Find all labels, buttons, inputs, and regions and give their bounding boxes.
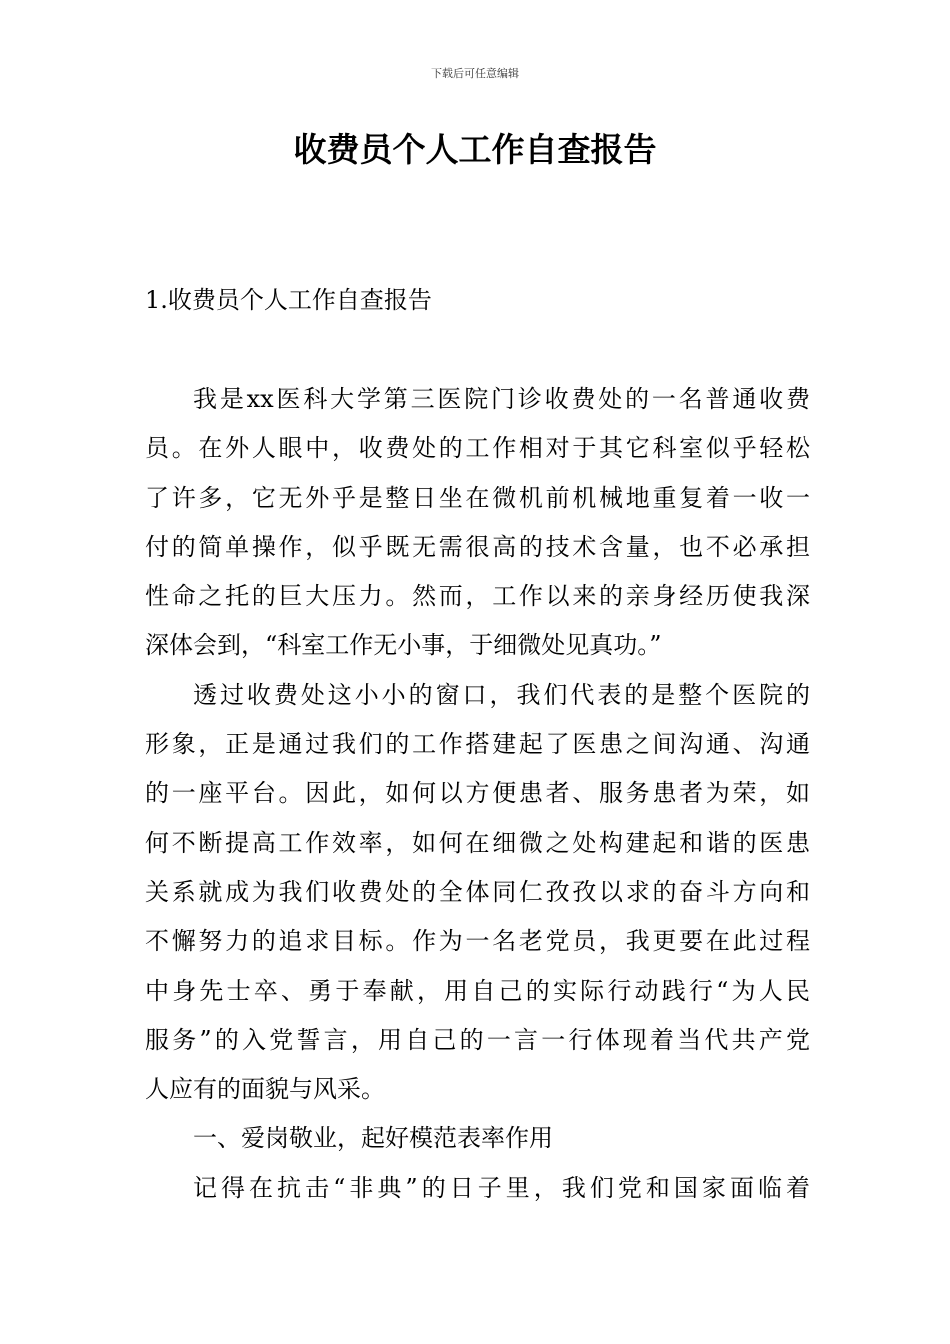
text-line: 一、爱岗敬业，起好模范表率作用: [193, 1124, 553, 1153]
text-line: 付的简单操作，似乎既无需很高的技术含量，也不必承担: [145, 532, 810, 561]
text-line: 员。在外人眼中，收费处的工作相对于其它科室似乎轻松: [145, 434, 810, 463]
document-title: 收费员个人工作自查报告: [293, 130, 657, 169]
text-line: 的一座平台。因此，如何以方便患者、服务患者为荣，如: [145, 779, 810, 808]
text-line: 深体会到，“科室工作无小事，于细微处见真功。”: [145, 631, 662, 660]
text-line: 人应有的面貌与风采。: [145, 1075, 385, 1104]
text-line: 形象，正是通过我们的工作搭建起了医患之间沟通、沟通: [145, 730, 810, 759]
text-line: 不懈努力的追求目标。作为一名老党员，我更要在此过程: [145, 927, 810, 956]
text-line: 透过收费处这小小的窗口，我们代表的是整个医院的: [193, 680, 810, 709]
text-line: 中身先士卒、勇于奉献，用自己的实际行动践行“为人民: [145, 976, 810, 1005]
text-line: 了许多，它无外乎是整日坐在微机前机械地重复着一收一: [145, 483, 810, 512]
text-line: 何不断提高工作效率，如何在细微之处构建起和谐的医患: [145, 828, 810, 857]
text-line: 服务”的入党誓言，用自己的一言一行体现着当代共产党: [145, 1025, 810, 1054]
body-text: [145, 380, 810, 1218]
section-heading: 1.收费员个人工作自查报告: [145, 286, 432, 314]
text-line: 记得在抗击“非典”的日子里，我们党和国家面临着: [193, 1173, 810, 1202]
header-note: 下载后可任意编辑: [431, 67, 519, 80]
text-line: 关系就成为我们收费处的全体同仁孜孜以求的奋斗方向和: [145, 877, 810, 906]
text-line: 性命之托的巨大压力。然而，工作以来的亲身经历使我深: [145, 582, 810, 611]
text-line: 我是xx医科大学第三医院门诊收费处的一名普通收费: [193, 385, 810, 413]
